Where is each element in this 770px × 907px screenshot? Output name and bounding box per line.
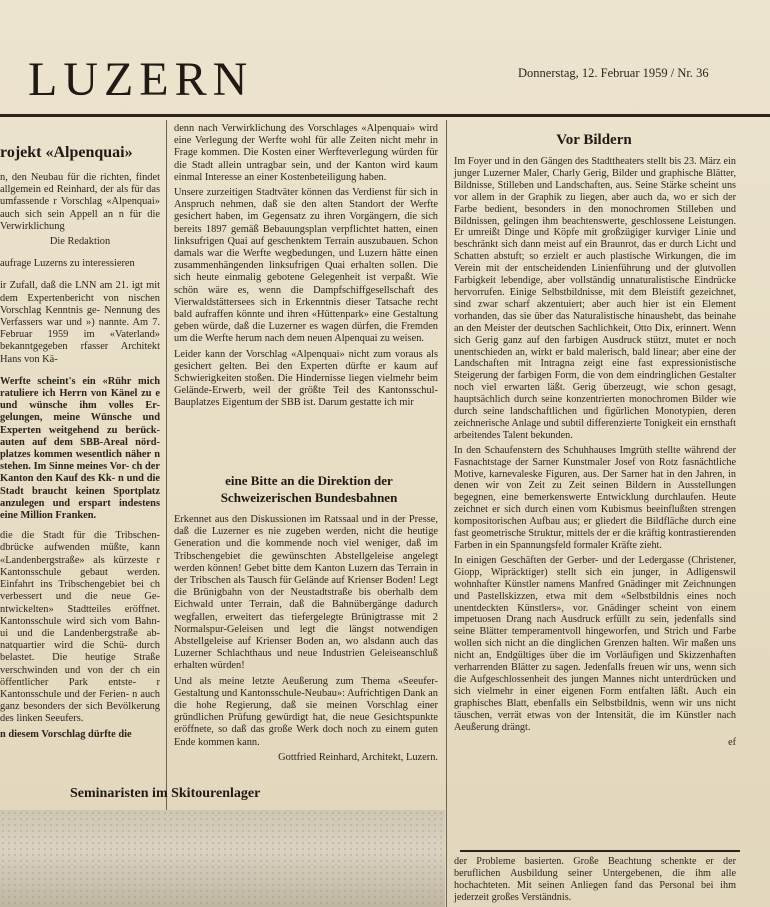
right-paragraph: In den Schaufenstern des Schuhhauses Imgrüth stellte während der Fasnachtstage der Sarner Kunstmaler Josef von Rotz fasnächtliche Motive, karnevaleske Figuren, aus. Der Sarner hat in den Jahren, in denen wir von Zeit zu Zeit seinen Bildern in Ausstellungen begegnen, eine bemerkenswerte Entwicklung durchlaufen. Heute zeichnet er sich durch einen vom Kubismus beeinflußten strengen kompositorischen Aufbau aus; er gliedert die Bildfläche durch eine fast geometrische Struktur, mittels der er die kräftig kontrastierenden Farben in ein Spannungsfeld formaler Kräfte zieht. <box>454 444 736 551</box>
middle-paragraph: Unsere zurzeitigen Stadtväter können das Verdienst für sich in Anspruch nehmen, daß sie den alten Standort der Werfte gesichert haben, im Gegensatz zu ihren Vorgängern, die sich bereits 1897 gemäß Bebauungsplan verpflichtet hatten, einen linksufrigen Quai auf geschenktem Terrain auszubauen. Schon damals war die Werfte wegbedungen, und Luzern hätte einen zusammenhängenden linksufrigen Quai erhalten sollen. Die sich heute einmalig gebotene Gelegenheit ist verpaßt. Wie schön wäre es, wenn die Dampfschiffgesellschaft des Vierwaldstättersees sich in Erkenntnis dieser Tatsache recht bald aufraffen könnte und ihren «Hüttenpark» eine Gestaltung geben würde, daß die Luzerner es wagen dürfen, die Fremden um die Werfte herum nach dem neuen Alpenquai zu weisen. <box>174 187 438 345</box>
middle-paragraph: Leider kann der Vorschlag «Alpenquai» nicht zum voraus als gesichert gelten. Bei den Experten dürfte er kaum auf Schwierigkeiten stoßen. Die Hindernisse liegen vielmehr beim Gelände-Erwerb, weil der größte Teil des Kantonsschul-Bauplatzes Eigentum der SBB ist. Darum gestatte ich mir <box>174 348 438 409</box>
dateline: Donnerstag, 12. Februar 1959 / Nr. 36 <box>518 66 709 80</box>
middle-signature: Gottfried Reinhard, Architekt, Luzern. <box>278 751 438 763</box>
left-article-headline: rojekt «Alpenquai» <box>0 144 133 161</box>
ski-camp-photo <box>0 810 445 907</box>
right-article-body-2 <box>454 856 736 904</box>
left-paragraph-bold: n diesem Vorschlag dürfte die <box>0 728 132 740</box>
left-paragraph: n, den Neubau für die richten, findet allgemein ed Reinhard, der als für das umfassende r Vorschlag «Alpenquai» auch sich sein Appell an n für die Verwirklichung <box>0 172 160 232</box>
photo-halftone <box>0 810 445 907</box>
middle-paragraph: Erkennet aus den Diskussionen im Ratssaal und in der Presse, daß die Luzerner es nie zugeben werden, nicht die heutige Generation und die kommende noch viel weniger, daß im Tribschengebiet die gewünschten Abstellgeleise angelegt werden können! Gebet bitte dem Kanton Luzern das Terrain in der Tribschen als Tausch für Gelände auf Krienser Boden! Legt die Brünigbahn von der Neustadtstraße bis oberhalb dem Eichwald unter Terrain, daß die Bahnübergänge dadurch wegfallen, erweitert das tiefergelegte Brünigtrasse mit 2 Normalspur-Geleisen und legt die längst notwendigen Abstellgeleise auf Krienser Boden an, wo alsdann auch das Luzerner Schlachthaus und neue Industrien Geleiseanschluß erhalten würden! <box>174 514 438 672</box>
column-divider <box>166 120 167 810</box>
middle-article-body-2 <box>174 514 438 764</box>
column-divider <box>446 120 447 907</box>
left-paragraph: aufrage Luzerns zu interessieren <box>0 258 135 270</box>
left-signature: Die Redaktion <box>49 236 111 248</box>
middle-paragraph: Und als meine letzte Aeußerung zum Thema «Seeufer-Gestaltung und Kantonsschule-Neubau»: Aufrichtigen Dank an die hohe Regierung, daß sie meinen Vorschlag einer gründlichen Prüfung gewürdigt hat, die neue Gesichtspunkte eröffnete, so daß das große Werk doch noch zu einem guten Ende kommen kann. <box>174 675 438 748</box>
middle-subheadline: eine Bitte an die Direktion der Schweizerischen Bundesbahnen <box>220 473 398 505</box>
right-paragraph: Im Foyer und in den Gängen des Stadttheaters stellt bis 23. März ein junger Luzerner Maler, Charly Gerig, Bilder und graphische Blätter, Bildnisse, Stilleben und Landschaften, aus. Seine Stärke scheint uns vor allem in der Graphik zu liegen, aber auch da, wo er sich der Farbe bedient, besonders in den monochromen Stilleben und Bildnissen, gelingen ihm beachtenswerte, geschlossene Leistungen. Er umreißt Dinge und Köpfe mit großzügiger kurviger Linie und beschränkt sich dann meist auf ein Braunrot, das er durch Licht und Schatten abstuft; so erzielt er auch plastische Wirkungen, die im Verein mit der entscheidenden Linienführung und der glutvollen Farbigkeit lebendige, aber vollständig unnaturalistische Eindrücke hervorrufen. Einige Selbstbildnisse, mit dem Bleistift gezeichnet, sind zwar scharf akzentuiert; aber auch hier ist ein Element vorhanden, das sie über das Naturalistische hinaushebt, das beinahe an den Meister der deutschen Sachlichkeit, Otto Dix, erinnert. Wenn sich Gerig ganz auf den farbigen Ausdruck stützt, mutet er noch unentschieden an, wirkt er bald malerisch, bald linear; aber eine der Landschaften mit Intragna zeigt eine fast expressionistische Steigerung der farbigen Form, die von dem eindringlichen Gestalter noch viel erwarten läßt. Gerig überzeugt, wie schon gesagt, hauptsächlich durch seine konzentrierten monochromen Bilder wie durch seine landschaftlichen und figürlichen Monotypien, deren zeichnerische Anlage und subtil differenzierte Tonigkeit ein ernsthaft arbeitendes Talent bekunden. <box>454 156 736 441</box>
right-article-body <box>454 156 736 748</box>
middle-article-body <box>174 123 438 410</box>
left-paragraph: die die Stadt für die Tribschen- dbrücke aufwenden müßte, kann «Landenbergstraße» als kürzeste r Kantonsschule gebaut werden. Einfahrt ins Tribschengebiet bei ch verbessert und die neue Ge- ntwickelten» Stadtteiles eröffnet. Kantonsschule wird sich vom Bahn- ui und die Landenbergstraße ab- natquartier wird die Schü- durch belastet. Die heutige Straße verschwinden und von der ch ein öffentlicher Park entste- r Kantonsschule und der Ferien- n auch ganz besonders der sich Bevölkerung des linken Seeufers. <box>0 530 160 725</box>
right-article-headline: Vor Bildern <box>556 132 632 148</box>
masthead-title: LUZERN <box>28 53 254 106</box>
photo-caption: Seminaristen im Skitourenlager <box>70 786 261 801</box>
left-article-body <box>0 172 160 741</box>
right-paragraph: In einigen Geschäften der Gerber- und der Ledergasse (Christener, Giopp, Wipräcktiger) stellt sich ein junger, in Adligenswil wohnhafter Künstler namens Manfred Gnädinger mit Zeichnungen und Pastellskizzen, etwa mit dem «Selbstbildnis eines noch unentdeckten Künstlers», vor. Gnädinger scheint von einem impetuosen Drang nach Ausdruck erfüllt zu sein, jedenfalls sind seine Blätter temperamentvoll hingeworfen, und Strich und Farbe wollen sich nicht an die dinglichen Grenzen halten. Wir maßen uns nicht an, Endgültiges über die im Vorläufigen und Skizzenhaften verharrenden Blätter zu sagen. Jedenfalls freuen wir uns, wenn sich die Aufgeschlossenheit des jungen Mannes nicht unterdrücken und sich vielmehr in einer eigenen Form entfalten läßt. Auch ein graphisches Blatt, ebenfalls ein Selbstbildnis, wenn wir uns nicht täuschen, verrät etwas von der Intensität, die im Künstler nach Aeußerung drängt. <box>454 554 736 733</box>
left-paragraph-bold: Werfte scheint's ein «Rühr mich ratuliere ich Herrn von Känel zu e und wünsche ihm volles Er- gelungen, meine Wünsche und Experten weitgehend zu berück- auten auf dem SBB-Areal nörd- platzes kommen wesentlich näher n stehen. Im Sinne meines Vor- ch der Kanton den Kauf des Kk- n und die Stadt braucht keinen Sportplatz anzulegen und erspart indestens eine Million Franken. <box>0 375 160 522</box>
right-paragraph: der Probleme basierten. Große Beachtung schenkte er der beruflichen Ausbildung seiner Untergebenen, die ihm alle hochachteten. Mit seinen Anliegen fand das Personal bei ihm jederzeit großes Verständnis. <box>454 856 736 903</box>
masthead-rule <box>0 114 770 117</box>
left-paragraph: ir Zufall, daß die LNN am 21. igt mit dem Expertenbericht von nischen Vorschlag Kenntnis ge- Nennung des Verfassers war und ») nannte. Am 7. Februar 1959 im «Vaterland» bekanntgegeben rfasser Architekt Hans von Kä- <box>0 280 160 365</box>
right-section-rule <box>460 850 740 852</box>
right-signature: ef <box>728 736 736 748</box>
middle-paragraph: denn nach Verwirklichung des Vorschlages «Alpenquai» wird eine Verlegung der Werfte wohl für alle Zeiten nicht mehr in Frage kommen. Die Kosten einer Werfteverlegung würden für die Stadt allein untragbar sein, und der Kanton wird kaum einmal Interesse an einer Kostenbeteiligung haben. <box>174 123 438 183</box>
